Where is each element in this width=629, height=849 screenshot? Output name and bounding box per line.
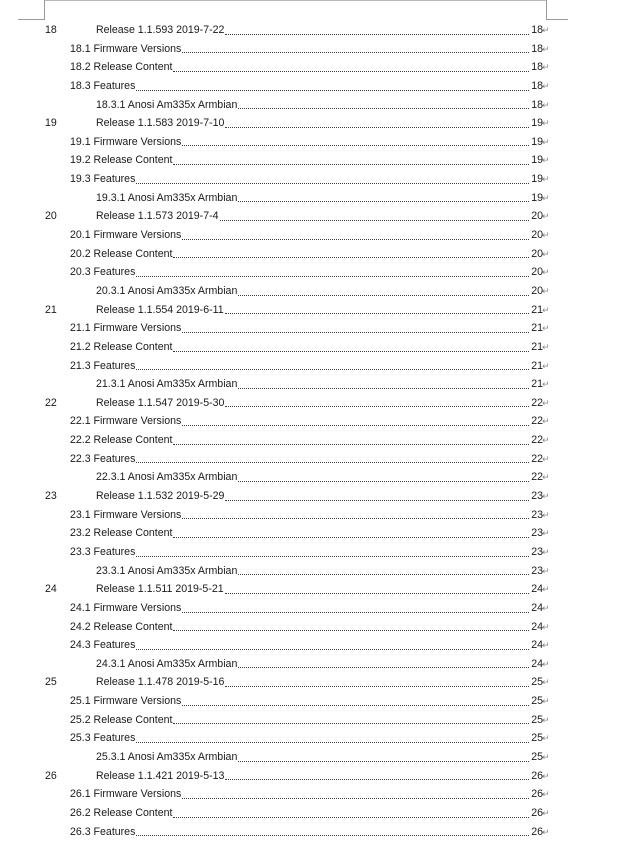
toc-entry[interactable] — [0, 580, 629, 599]
toc-dot-leader — [225, 406, 529, 407]
paragraph-mark-icon: ↵ — [542, 546, 550, 557]
toc-entry-page-number: 24 — [529, 655, 543, 674]
toc-entry-page-number: 22 — [529, 450, 543, 469]
toc-entry-title[interactable]: 21.1 Firmware Versions — [70, 319, 182, 338]
toc-dot-leader — [238, 761, 529, 762]
page-top-edge — [44, 0, 547, 1]
toc-entry-title[interactable]: 19.3 Features — [70, 170, 136, 189]
toc-entry-page-number: 20 — [529, 263, 543, 282]
paragraph-mark-icon: ↵ — [542, 658, 550, 669]
crop-mark-top-right-vertical — [546, 0, 547, 20]
toc-dot-leader — [182, 425, 529, 426]
toc-entry[interactable] — [0, 506, 629, 525]
toc-entry-page-number: 18 — [529, 21, 543, 40]
toc-dot-leader — [225, 686, 529, 687]
toc-entry[interactable] — [0, 636, 629, 655]
toc-entry[interactable] — [0, 618, 629, 637]
toc-entry-title[interactable]: 26.2 Release Content — [70, 804, 173, 823]
paragraph-mark-icon: ↵ — [542, 714, 550, 725]
toc-entry-page-number: 25 — [529, 729, 543, 748]
toc-entry[interactable] — [0, 189, 629, 208]
toc-entry-title[interactable]: 18.3.1 Anosi Am335x Armbian — [96, 96, 238, 115]
toc-dot-leader — [182, 332, 529, 333]
toc-entry-page-number: 22 — [529, 431, 543, 450]
toc-dot-leader — [225, 313, 529, 314]
toc-dot-leader — [182, 518, 529, 519]
toc-dot-leader — [136, 742, 529, 743]
toc-entry[interactable] — [0, 357, 629, 376]
toc-dot-leader — [136, 462, 529, 463]
paragraph-mark-icon: ↵ — [542, 248, 550, 259]
toc-entry[interactable] — [0, 599, 629, 618]
paragraph-mark-icon: ↵ — [542, 770, 550, 781]
paragraph-mark-icon: ↵ — [542, 584, 550, 595]
toc-entry[interactable] — [0, 21, 629, 40]
toc-entry-chapter-number: 24 — [45, 583, 57, 596]
crop-mark-top-left — [18, 19, 45, 20]
paragraph-mark-icon: ↵ — [542, 789, 550, 800]
paragraph-mark-icon: ↵ — [542, 621, 550, 632]
toc-entry-title[interactable]: 21.3.1 Anosi Am335x Armbian — [96, 375, 238, 394]
toc-entry[interactable] — [0, 96, 629, 115]
toc-dot-leader — [225, 500, 529, 501]
toc-dot-leader — [238, 295, 529, 296]
paragraph-mark-icon: ↵ — [542, 43, 550, 54]
toc-entry-page-number: 26 — [529, 804, 543, 823]
toc-dot-leader — [136, 369, 529, 370]
paragraph-mark-icon: ↵ — [542, 360, 550, 371]
toc-entry-page-number: 21 — [529, 357, 543, 376]
paragraph-mark-icon: ↵ — [542, 211, 550, 222]
toc-entry-page-number: 22 — [529, 394, 543, 413]
toc-entry-title[interactable]: 18.2 Release Content — [70, 58, 173, 77]
toc-entry-chapter-number: 18 — [45, 24, 57, 36]
toc-entry-title[interactable]: Release 1.1.532 2019-5-29 — [96, 487, 225, 506]
toc-entry[interactable] — [0, 562, 629, 581]
toc-entry-title[interactable]: Release 1.1.478 2019-5-16 — [96, 673, 225, 692]
toc-entry-page-number: 18 — [529, 58, 543, 77]
toc-entry[interactable] — [0, 785, 629, 804]
toc-entry-page-number: 25 — [529, 673, 543, 692]
paragraph-mark-icon: ↵ — [542, 341, 550, 352]
toc-entry-page-number: 22 — [529, 412, 543, 431]
toc-entry[interactable] — [0, 133, 629, 152]
paragraph-mark-icon: ↵ — [542, 677, 550, 688]
paragraph-mark-icon: ↵ — [542, 230, 550, 241]
toc-entry[interactable] — [0, 263, 629, 282]
toc-dot-leader — [136, 276, 529, 277]
toc-entry-title[interactable]: 20.3 Features — [70, 263, 136, 282]
paragraph-mark-icon: ↵ — [542, 807, 550, 818]
toc-entry-title[interactable]: 20.1 Firmware Versions — [70, 226, 182, 245]
paragraph-mark-icon: ↵ — [542, 435, 550, 446]
toc-dot-leader — [173, 723, 529, 724]
paragraph-mark-icon: ↵ — [542, 509, 550, 520]
paragraph-mark-icon: ↵ — [542, 285, 550, 296]
toc-entry-title[interactable]: Release 1.1.421 2019-5-13 — [96, 767, 225, 786]
toc-entry[interactable] — [0, 524, 629, 543]
toc-entry-chapter-number: 25 — [45, 676, 57, 689]
toc-entry-title[interactable]: Release 1.1.573 2019-7-4 — [96, 207, 220, 226]
toc-entry-title[interactable]: 22.1 Firmware Versions — [70, 412, 182, 431]
toc-dot-leader — [136, 835, 529, 836]
toc-entry[interactable] — [0, 823, 629, 842]
toc-entry[interactable] — [0, 412, 629, 431]
paragraph-mark-icon: ↵ — [542, 267, 550, 278]
toc-dot-leader — [225, 779, 529, 780]
toc-dot-leader — [225, 127, 529, 128]
toc-entry[interactable] — [0, 804, 629, 823]
toc-entry-page-number: 20 — [529, 282, 543, 301]
toc-dot-leader — [182, 705, 529, 706]
toc-entry-title[interactable]: 25.2 Release Content — [70, 711, 173, 730]
toc-entry[interactable] — [0, 245, 629, 264]
toc-dot-leader — [136, 90, 529, 91]
toc-entry-title[interactable]: 24.3.1 Anosi Am335x Armbian — [96, 655, 238, 674]
toc-entry-title[interactable]: 18.3 Features — [70, 77, 136, 96]
paragraph-mark-icon: ↵ — [542, 696, 550, 707]
toc-dot-leader — [225, 34, 529, 35]
toc-entry-page-number: 19 — [529, 114, 543, 133]
toc-entry[interactable] — [0, 711, 629, 730]
toc-entry-page-number: 18 — [529, 40, 543, 59]
toc-entry-page-number: 20 — [529, 207, 543, 226]
toc-entry-title[interactable]: 22.3.1 Anosi Am335x Armbian — [96, 468, 238, 487]
toc-entry-page-number: 23 — [529, 543, 543, 562]
paragraph-mark-icon: ↵ — [542, 192, 550, 203]
toc-entry-page-number: 25 — [529, 748, 543, 767]
toc-entry[interactable] — [0, 543, 629, 562]
toc-entry-title[interactable]: 18.1 Firmware Versions — [70, 40, 182, 59]
toc-entry-page-number: 18 — [529, 96, 543, 115]
toc-dot-leader — [238, 481, 529, 482]
toc-entry-chapter-number: 20 — [45, 210, 57, 223]
toc-entry[interactable] — [0, 40, 629, 59]
crop-mark-top-right — [546, 19, 568, 20]
paragraph-mark-icon: ↵ — [542, 751, 550, 762]
toc-dot-leader — [173, 630, 529, 631]
toc-entry[interactable] — [0, 319, 629, 338]
toc-entry[interactable] — [0, 151, 629, 170]
paragraph-mark-icon: ↵ — [542, 602, 550, 613]
toc-entry-page-number: 22 — [529, 468, 543, 487]
toc-entry-page-number: 23 — [529, 524, 543, 543]
toc-entry[interactable] — [0, 114, 629, 133]
toc-dot-leader — [173, 537, 529, 538]
toc-entry-page-number: 26 — [529, 767, 543, 786]
toc-entry-chapter-number: 26 — [45, 769, 57, 782]
toc-entry-title[interactable]: 25.1 Firmware Versions — [70, 692, 182, 711]
toc-dot-leader — [173, 164, 529, 165]
toc-entry[interactable] — [0, 748, 629, 767]
toc-entry-page-number: 21 — [529, 319, 543, 338]
toc-entry-title[interactable]: Release 1.1.511 2019-5-21 — [96, 580, 225, 599]
paragraph-mark-icon: ↵ — [542, 25, 550, 35]
paragraph-mark-icon: ↵ — [542, 472, 550, 483]
toc-entry-page-number: 23 — [529, 506, 543, 525]
toc-dot-leader — [182, 145, 529, 146]
paragraph-mark-icon: ↵ — [542, 491, 550, 502]
toc-entry-page-number: 24 — [529, 599, 543, 618]
paragraph-mark-icon: ↵ — [542, 323, 550, 334]
toc-dot-leader — [182, 239, 529, 240]
toc-entry-page-number: 24 — [529, 580, 543, 599]
toc-entry-page-number: 23 — [529, 487, 543, 506]
toc-entry-title[interactable]: 20.2 Release Content — [70, 245, 173, 264]
toc-entry-title[interactable]: 22.2 Release Content — [70, 431, 173, 450]
paragraph-mark-icon: ↵ — [542, 304, 550, 315]
toc-dot-leader — [173, 351, 529, 352]
paragraph-mark-icon: ↵ — [542, 118, 550, 129]
toc-entry[interactable] — [0, 692, 629, 711]
toc-entry-chapter-number: 21 — [45, 303, 57, 316]
toc-entry-page-number: 21 — [529, 375, 543, 394]
paragraph-mark-icon: ↵ — [542, 416, 550, 427]
paragraph-mark-icon: ↵ — [542, 528, 550, 539]
toc-entry-title[interactable]: 19.1 Firmware Versions — [70, 133, 182, 152]
toc-entry-title[interactable]: 26.1 Firmware Versions — [70, 785, 182, 804]
toc-dot-leader — [238, 667, 529, 668]
toc-entry[interactable] — [0, 487, 629, 506]
paragraph-mark-icon: ↵ — [542, 640, 550, 651]
toc-entry-chapter-number: 22 — [45, 396, 57, 409]
toc-entry-title[interactable]: Release 1.1.547 2019-5-30 — [96, 394, 225, 413]
paragraph-mark-icon: ↵ — [542, 733, 550, 744]
toc-entry[interactable] — [0, 58, 629, 77]
toc-dot-leader — [238, 108, 529, 109]
table-of-contents — [0, 21, 629, 841]
toc-entry-title[interactable]: 19.3.1 Anosi Am335x Armbian — [96, 189, 238, 208]
toc-entry-page-number: 21 — [529, 301, 543, 320]
toc-entry[interactable] — [0, 375, 629, 394]
toc-entry-title[interactable]: 24.1 Firmware Versions — [70, 599, 182, 618]
toc-entry-title[interactable]: Release 1.1.583 2019-7-10 — [96, 114, 225, 133]
toc-entry-page-number: 26 — [529, 785, 543, 804]
toc-dot-leader — [136, 183, 529, 184]
toc-entry-page-number: 19 — [529, 189, 543, 208]
toc-entry-title[interactable]: 22.3 Features — [70, 450, 136, 469]
toc-dot-leader — [136, 649, 529, 650]
toc-entry[interactable] — [0, 207, 629, 226]
toc-entry-page-number: 23 — [529, 562, 543, 581]
toc-dot-leader — [225, 593, 529, 594]
toc-entry-page-number: 25 — [529, 711, 543, 730]
toc-entry[interactable] — [0, 301, 629, 320]
toc-dot-leader — [173, 257, 529, 258]
paragraph-mark-icon: ↵ — [542, 99, 550, 110]
toc-entry-title[interactable]: 23.2 Release Content — [70, 524, 173, 543]
toc-dot-leader — [182, 52, 529, 53]
toc-entry-title[interactable]: Release 1.1.554 2019-6-11 — [96, 301, 225, 320]
paragraph-mark-icon: ↵ — [542, 62, 550, 73]
toc-entry[interactable] — [0, 729, 629, 748]
toc-dot-leader — [238, 201, 529, 202]
toc-entry[interactable] — [0, 226, 629, 245]
paragraph-mark-icon: ↵ — [542, 397, 550, 408]
paragraph-mark-icon: ↵ — [542, 136, 550, 147]
toc-entry[interactable] — [0, 468, 629, 487]
toc-dot-leader — [238, 388, 529, 389]
toc-entry-title[interactable]: 23.3.1 Anosi Am335x Armbian — [96, 562, 238, 581]
paragraph-mark-icon: ↵ — [542, 453, 550, 464]
toc-dot-leader — [182, 798, 529, 799]
paragraph-mark-icon: ↵ — [542, 379, 550, 390]
toc-dot-leader — [173, 444, 529, 445]
paragraph-mark-icon: ↵ — [542, 826, 550, 837]
paragraph-mark-icon: ↵ — [542, 565, 550, 576]
toc-entry[interactable] — [0, 77, 629, 96]
crop-mark-top-left-vertical — [44, 0, 45, 20]
toc-entry-page-number: 20 — [529, 226, 543, 245]
toc-entry-title[interactable]: 21.3 Features — [70, 357, 136, 376]
toc-entry-title[interactable]: 25.3 Features — [70, 729, 136, 748]
toc-entry[interactable] — [0, 338, 629, 357]
toc-entry-title[interactable]: 24.2 Release Content — [70, 618, 173, 637]
toc-entry-title[interactable]: 24.3 Features — [70, 636, 136, 655]
toc-entry[interactable] — [0, 655, 629, 674]
toc-entry[interactable] — [0, 394, 629, 413]
paragraph-mark-icon: ↵ — [542, 80, 550, 91]
toc-entry-chapter-number: 23 — [45, 490, 57, 503]
toc-entry-title[interactable]: Release 1.1.593 2019-7-22 — [96, 21, 225, 40]
toc-entry[interactable] — [0, 282, 629, 301]
paragraph-mark-icon: ↵ — [542, 155, 550, 166]
toc-dot-leader — [182, 612, 529, 613]
toc-entry-title[interactable]: 23.1 Firmware Versions — [70, 506, 182, 525]
toc-entry-page-number: 25 — [529, 692, 543, 711]
toc-dot-leader — [220, 220, 529, 221]
toc-entry-page-number: 20 — [529, 245, 543, 264]
toc-dot-leader — [173, 71, 529, 72]
toc-entry-page-number: 26 — [529, 823, 543, 842]
toc-entry-page-number: 21 — [529, 338, 543, 357]
toc-entry-title[interactable]: 23.3 Features — [70, 543, 136, 562]
toc-dot-leader — [238, 574, 529, 575]
toc-entry-title[interactable]: 20.3.1 Anosi Am335x Armbian — [96, 282, 238, 301]
toc-dot-leader — [173, 817, 529, 818]
toc-entry-page-number: 24 — [529, 636, 543, 655]
toc-entry-title[interactable]: 26.3 Features — [70, 823, 136, 842]
toc-entry[interactable] — [0, 170, 629, 189]
toc-entry-page-number: 19 — [529, 170, 543, 189]
toc-entry[interactable] — [0, 431, 629, 450]
toc-entry-page-number: 18 — [529, 77, 543, 96]
toc-entry-page-number: 24 — [529, 618, 543, 637]
paragraph-mark-icon: ↵ — [542, 174, 550, 185]
toc-entry-title[interactable]: 21.2 Release Content — [70, 338, 173, 357]
toc-entry-page-number: 19 — [529, 151, 543, 170]
toc-entry-title[interactable]: 25.3.1 Anosi Am335x Armbian — [96, 748, 238, 767]
toc-entry-chapter-number: 19 — [45, 117, 57, 130]
toc-entry[interactable] — [0, 673, 629, 692]
toc-entry[interactable] — [0, 450, 629, 469]
toc-dot-leader — [136, 556, 529, 557]
toc-entry-title[interactable]: 19.2 Release Content — [70, 151, 173, 170]
toc-entry-page-number: 19 — [529, 133, 543, 152]
toc-entry[interactable] — [0, 767, 629, 786]
